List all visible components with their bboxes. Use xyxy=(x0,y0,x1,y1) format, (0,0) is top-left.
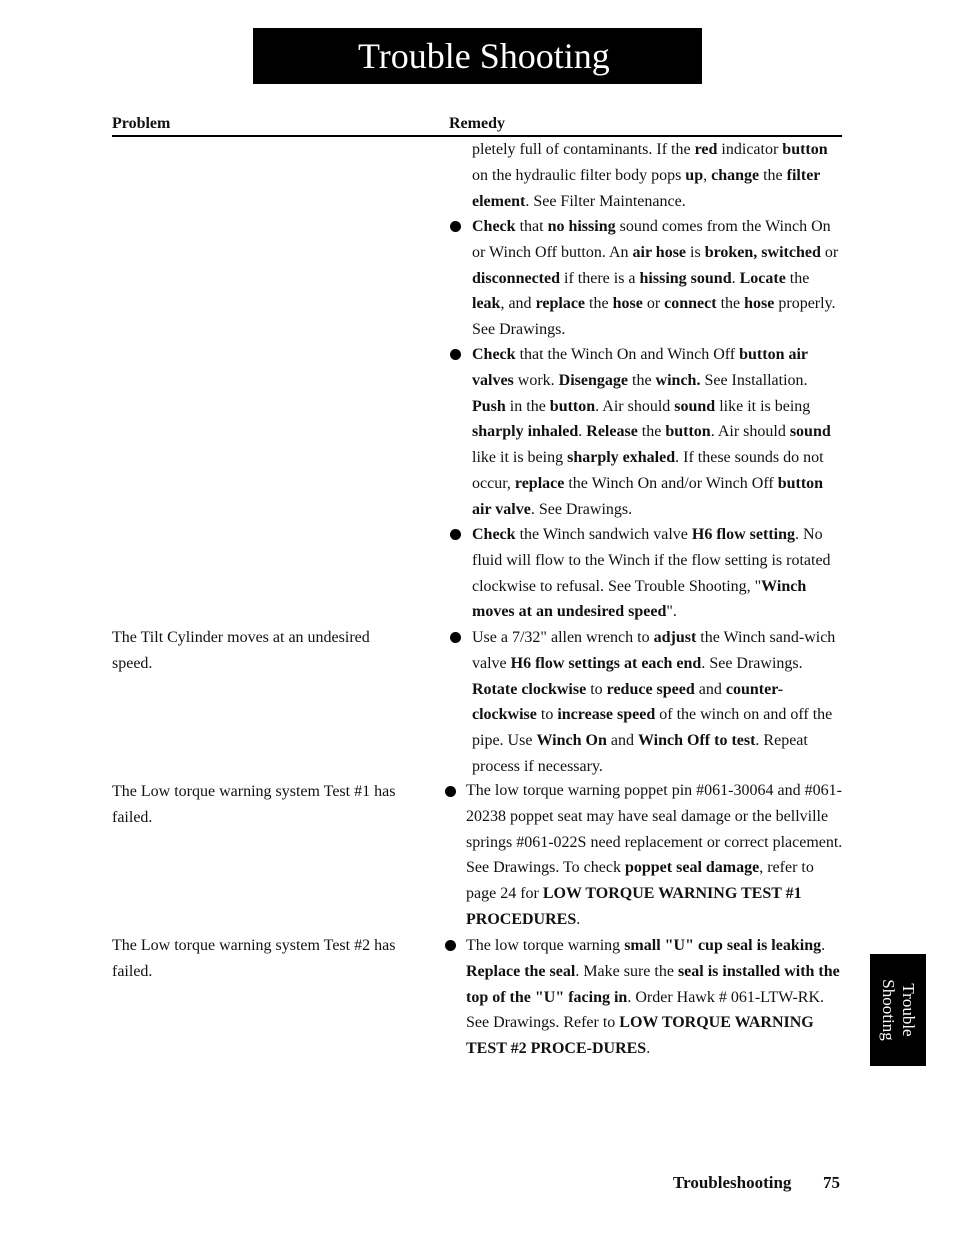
page-title: Trouble Shooting xyxy=(358,36,610,76)
page-number: 75 xyxy=(823,1173,840,1192)
footer-section-name: Troubleshooting xyxy=(673,1173,792,1192)
column-header-problem: Problem xyxy=(112,115,171,132)
remedy-check-h6-flow: Check the Winch sandwich valve H6 flow setting. No fluid will flow to the Winch if the flow setting is rotated clockwise to refusal. See Trouble Shooting, "Winch moves at an undesired speed". xyxy=(472,526,831,621)
side-tab-label: Trouble Shooting xyxy=(879,979,918,1041)
remedy-tilt-cylinder: Use a 7/32" allen wrench to adjust the Winch sand-wich valve H6 flow settings at each end. See Drawings. Rotate clockwise to reduce speed and counter-clockwise to increase speed of the winch on and off the pipe. Use Winch On and Winch Off to test. Repeat process if necessary. xyxy=(472,629,836,775)
bullet-icon xyxy=(450,349,461,360)
column-header-remedy: Remedy xyxy=(449,115,505,132)
remedy-test-1: The low torque warning poppet pin #061-30064 and #061-20238 poppet seat may have seal damage or the bellville springs #061-022S need replacement or correct placement. See Drawings. To check poppet seal damage, refer to page 24 for LOW TORQUE WARNING TEST #1 PROCEDURES. xyxy=(466,782,843,928)
bullet-icon xyxy=(450,632,461,643)
problem-test-1: The Low torque warning system Test #1 has failed. xyxy=(112,783,396,826)
problem-tilt-cylinder: The Tilt Cylinder moves at an undesired speed. xyxy=(112,629,370,672)
remedy-check-button-valves: Check that the Winch On and Winch Off button air valves work. Disengage the winch. See Installation. Push in the button. Air should sound like it is being sharply inhaled. Release the button. Air should sound like it is being sharply exhaled. If these sounds do not occur, replace the Winch On and/or Winch Off button air valve. See Drawings. xyxy=(472,346,831,518)
bullet-icon xyxy=(450,221,461,232)
remedy-check-hissing: Check that no hissing sound comes from the Winch On or Winch Off button. An air hose is broken, switched or disconnected if there is a hissing sound. Locate the leak, and replace the hose or connect the hose properly. See Drawings. xyxy=(472,218,839,339)
bullet-icon xyxy=(445,940,456,951)
remedy-test-2: The low torque warning small "U" cup seal is leaking. Replace the seal. Make sure the seal is installed with the top of the "U" facing in. Order Hawk # 061-LTW-RK. See Drawings. Refer to LOW TORQUE WARNING TEST #2 PROCE-DURES. xyxy=(466,937,840,1058)
bullet-icon xyxy=(445,786,456,797)
title-banner xyxy=(253,28,702,84)
section-side-tab xyxy=(870,954,926,1066)
problem-test-2: The Low torque warning system Test #2 has failed. xyxy=(112,937,396,980)
remedy-continuation: pletely full of contaminants. If the red indicator button on the hydraulic filter body pops up, change the filter element. See Filter Maintenance. xyxy=(472,141,828,210)
bullet-icon xyxy=(450,529,461,540)
